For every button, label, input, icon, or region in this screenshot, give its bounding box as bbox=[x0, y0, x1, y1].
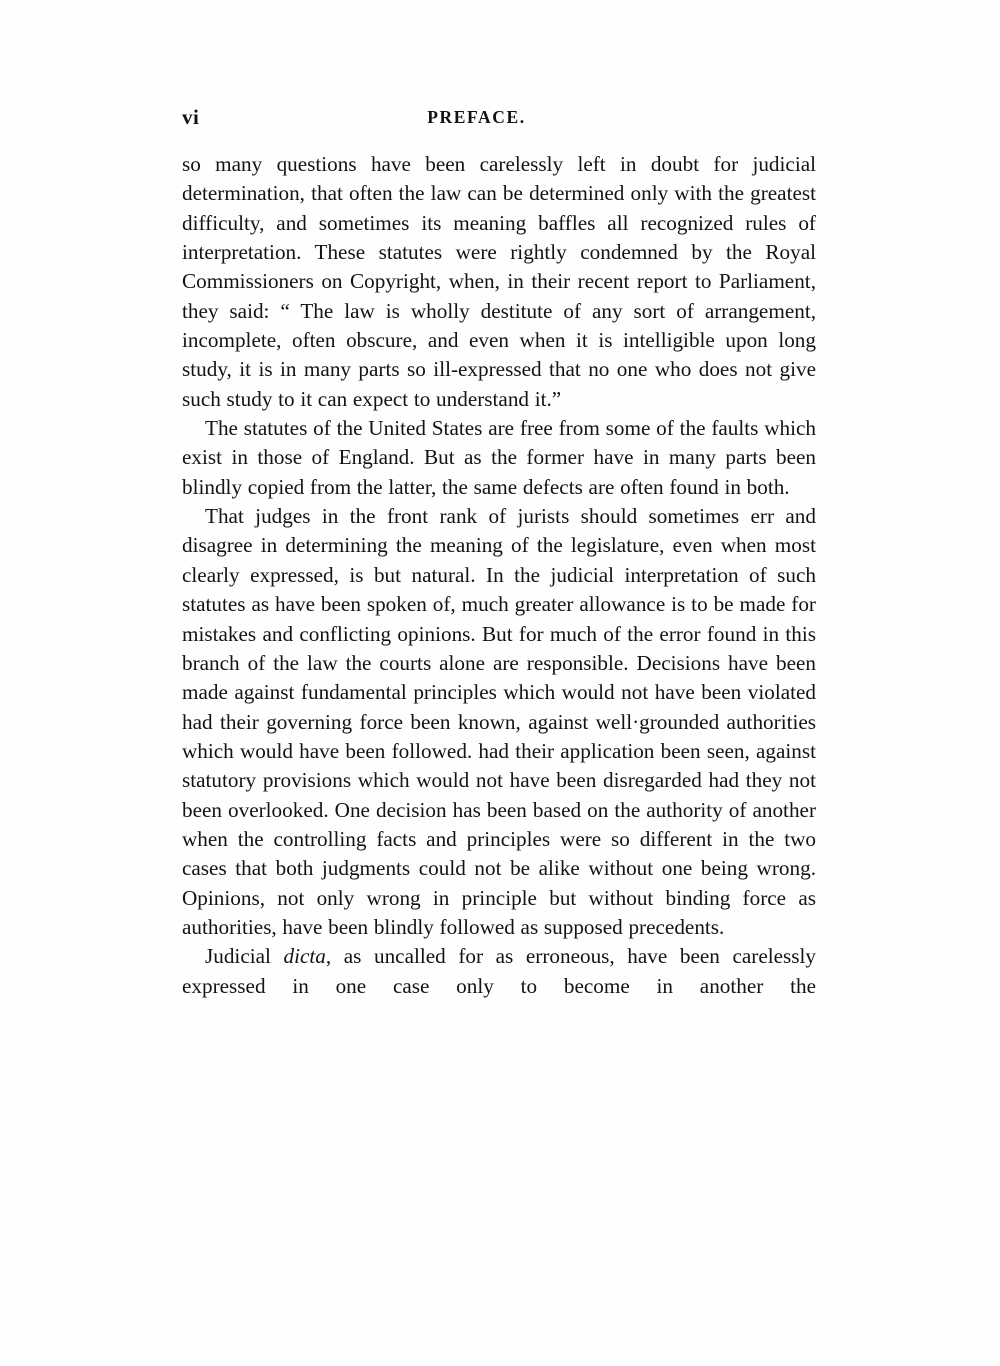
page-folio-number: vi bbox=[182, 105, 200, 129]
paragraph-tail-text: , as uncalled for as erroneous, have been carelessly expressed in one case only to become in another the bbox=[182, 944, 816, 998]
running-head bbox=[182, 104, 815, 130]
italic-latin-term: dicta bbox=[283, 944, 326, 969]
body-text-block bbox=[182, 150, 816, 1001]
paragraph: so many questions have been carelessly left in doubt for judicial determination, that often the law can be determined only with the greatest difficulty, and sometimes its meaning baffles all recognized rules of interpretation. These statutes were rightly condemned by the Royal Commissioners on Copyright, when, in their recent report to Parliament, they said: “ The law is wholly destitute of any sort of arrangement, incomplete, often obscure, and even when it is intelligible upon long study, it is in many parts so ill-expressed that no one who does not give such study to it can expect to understand it.” bbox=[182, 152, 816, 411]
paragraph: The statutes of the United States are free from some of the faults which exist in those of England. But as the former have in many parts been blindly copied from the latter, the same defects are often found in both. bbox=[182, 416, 816, 499]
paragraph-clipped bbox=[182, 942, 816, 1001]
paragraph-lead-text: Judicial bbox=[205, 944, 284, 969]
running-head-title: PREFACE. bbox=[427, 107, 526, 127]
paragraph: That judges in the front rank of jurists should sometimes err and disagree in determining the meaning of the legislature, even when most clearly expressed, is but natural. In the judicial interpretation of such statutes as have been spoken of, much greater allowance is to be made for mistakes and conflicting opinions. But for much of the error found in this branch of the law the courts alone are responsible. Decisions have been made against fundamental principles which would not have been violated had their governing force been known, against well·grounded authorities which would have been followed. had their application been seen, against statutory provisions which would not have been disregarded had they not been overlooked. One decision has been based on the authority of another when the controlling facts and principles were so different in the two cases that both judgments could not be alike without one being wrong. Opinions, not only wrong in principle but without binding force as authorities, have been blindly followed as supposed precedents. bbox=[182, 504, 816, 939]
